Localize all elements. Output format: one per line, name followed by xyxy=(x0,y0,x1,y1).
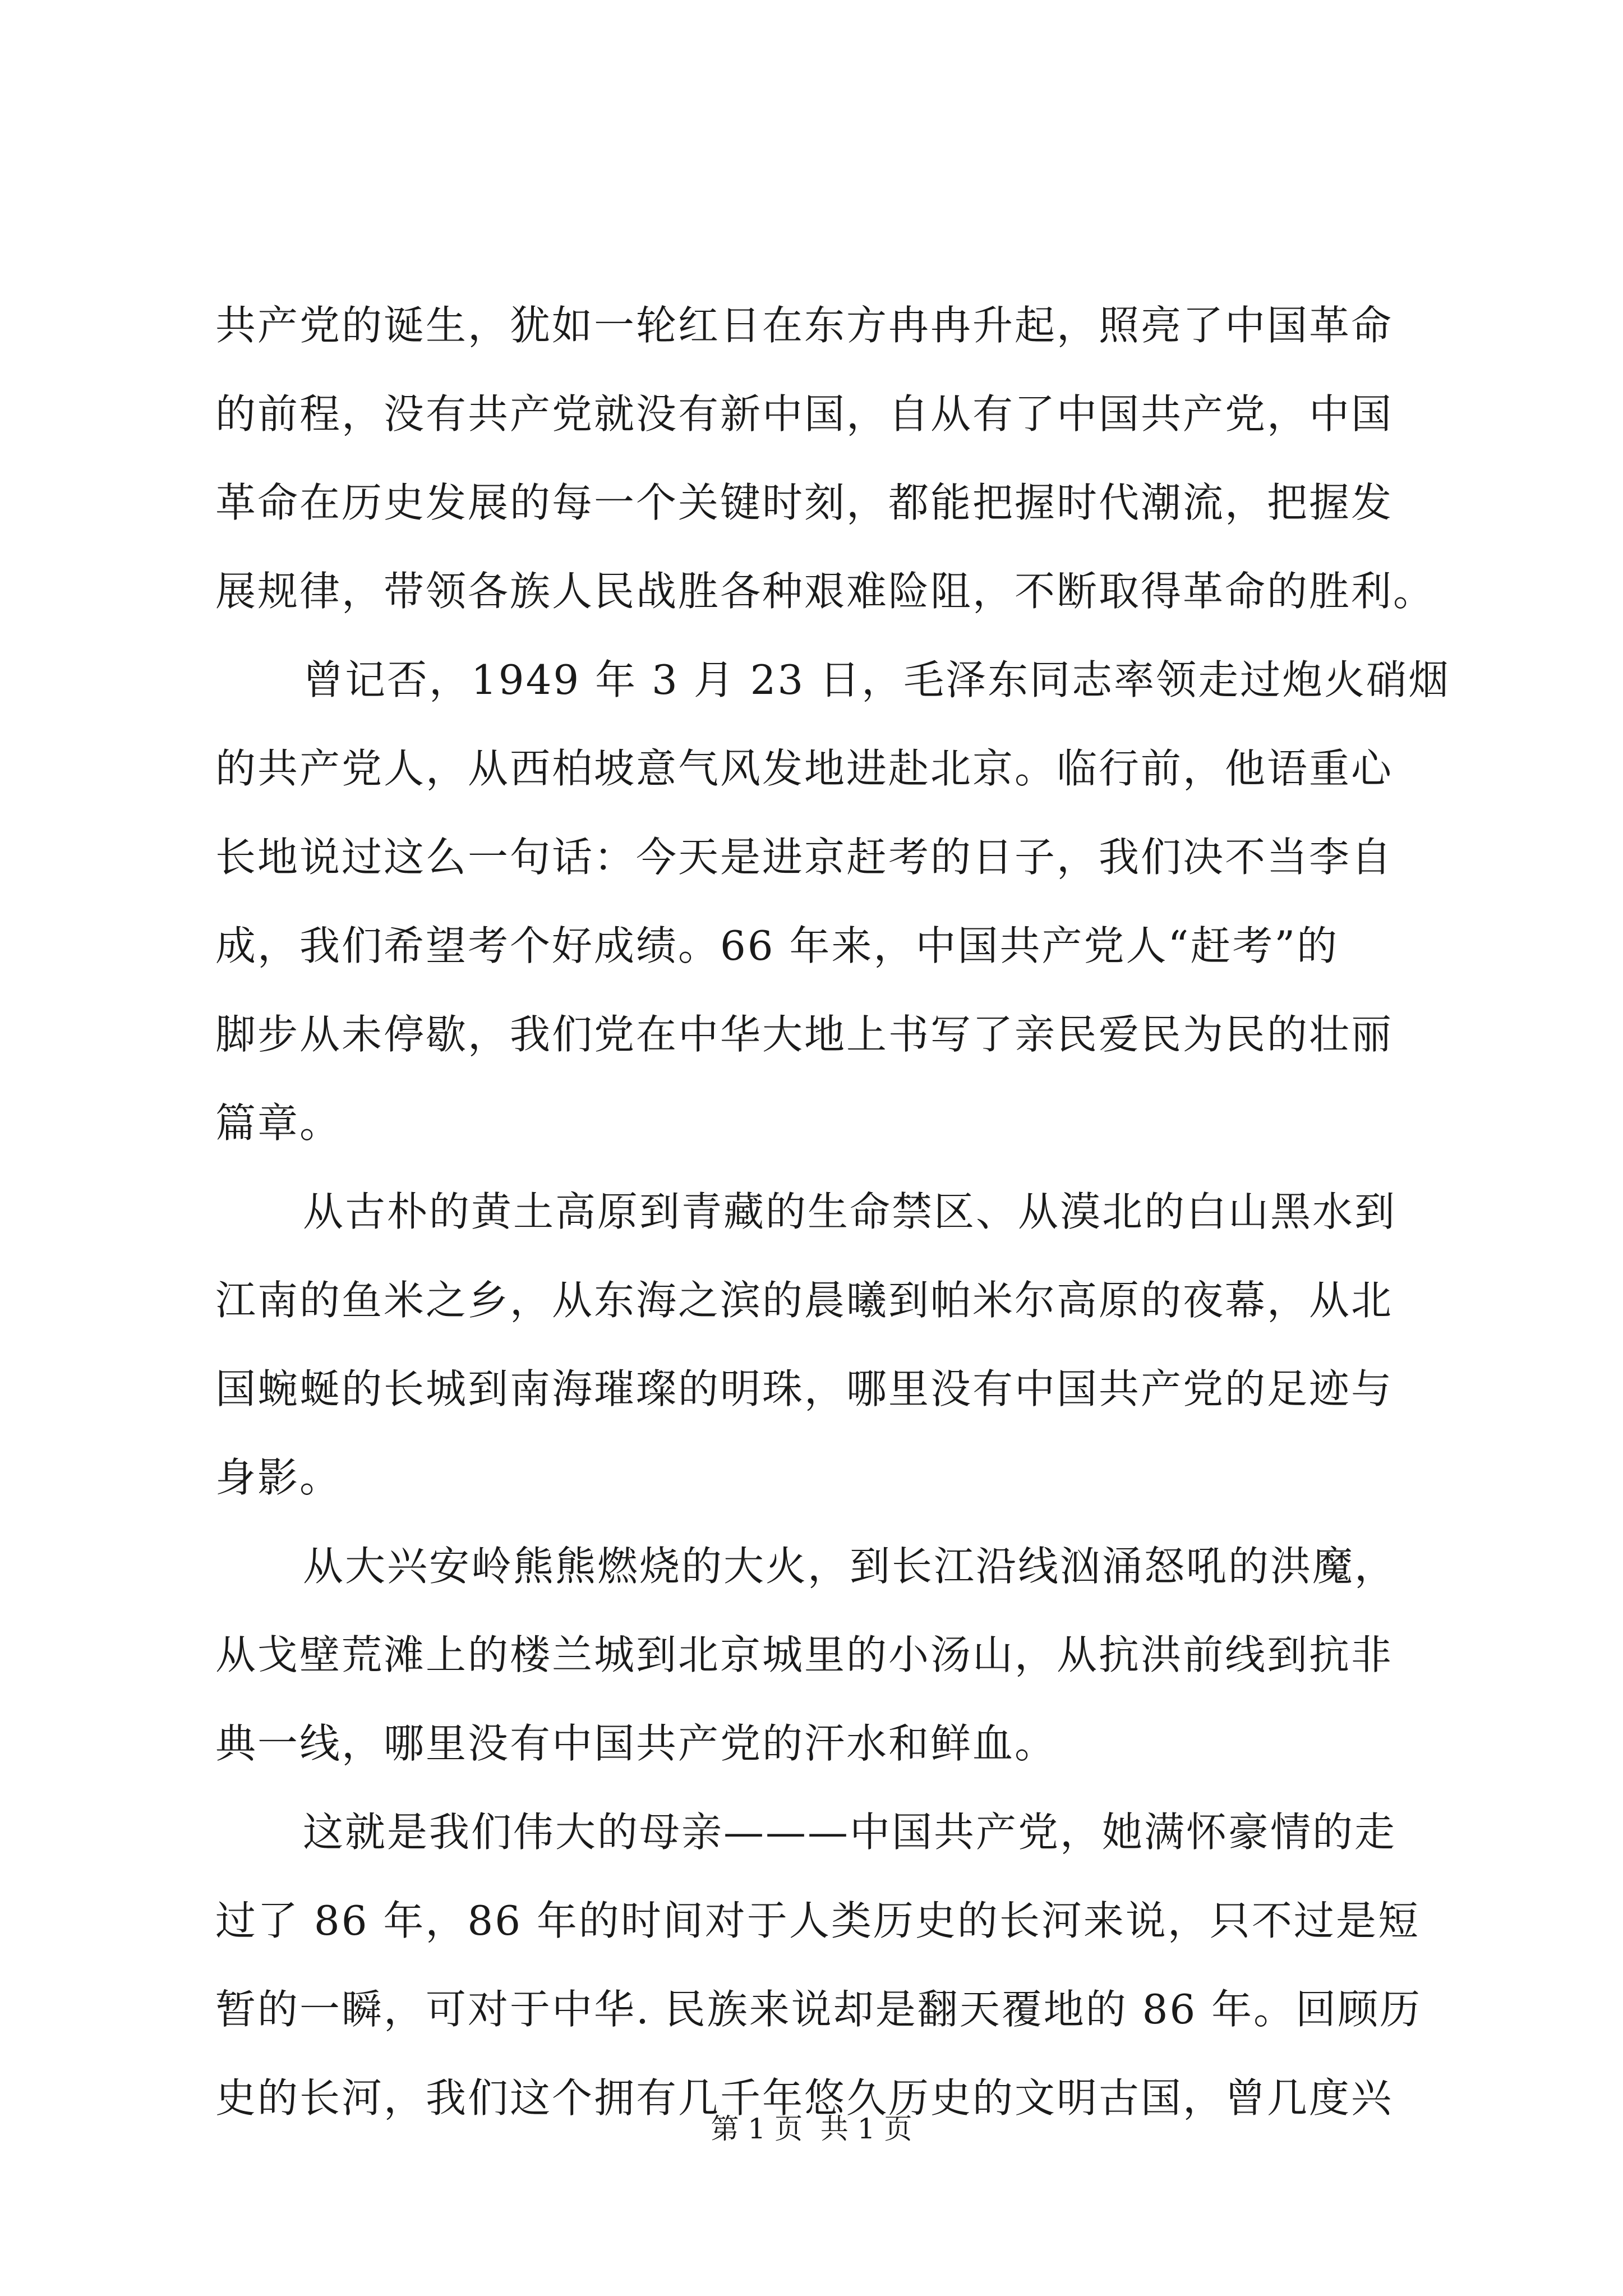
text-line: 共产党的诞生，犹如一轮红日在东方冉冉升起，照亮了中国革命 xyxy=(215,302,1394,349)
text-line: 暂的一瞬，可对于中华. 民族来说却是翻天覆地的 86 年。回顾历 xyxy=(215,1986,1422,2033)
text-line: 革命在历史发展的每一个关键时刻，都能把握时代潮流，把握发 xyxy=(215,479,1394,526)
paragraph-first-line: 从古朴的黄土高原到青藏的生命禁区、从漠北的白山黑水到 xyxy=(303,1188,1397,1235)
text-line: 成，我们希望考个好成绩。66 年来，中国共产党人“赶考”的 xyxy=(215,922,1339,969)
text-line: 脚步从未停歇，我们党在中华大地上书写了亲民爱民为民的壮丽 xyxy=(215,1011,1394,1058)
text-line: 过了 86 年，86 年的时间对于人类历史的长河来说，只不过是短 xyxy=(215,1897,1420,1944)
text-line: 展规律，带领各族人民战胜各种艰难险阻，不断取得革命的胜利。 xyxy=(215,568,1436,615)
text-line: 江南的鱼米之乡，从东海之滨的晨曦到帕米尔高原的夜幕，从北 xyxy=(215,1277,1394,1324)
paragraph-first-line: 曾记否，1949 年 3 月 23 日，毛泽东同志率领走过炮火硝烟 xyxy=(303,656,1451,703)
text-line: 的前程，没有共产党就没有新中国，自从有了中国共产党，中国 xyxy=(215,390,1394,438)
text-line: 国蜿蜒的长城到南海璀璨的明珠，哪里没有中国共产党的足迹与 xyxy=(215,1365,1394,1412)
paragraph-first-line: 从大兴安岭熊熊燃烧的大火，到长江沿线汹涌怒吼的洪魔， xyxy=(303,1543,1397,1590)
page-number: 第 1 页 共 1 页 xyxy=(711,2113,912,2145)
text-line: 身影。 xyxy=(215,1454,342,1501)
page-footer xyxy=(0,2109,1623,2148)
text-line: 史的长河，我们这个拥有几千年悠久历史的文明古国，曾几度兴 xyxy=(215,2074,1394,2122)
text-line: 的共产党人，从西柏坡意气风发地进赴北京。临行前，他语重心 xyxy=(215,745,1394,792)
text-line: 篇章。 xyxy=(215,1099,342,1147)
text-line: 从戈壁荒滩上的楼兰城到北京城里的小汤山，从抗洪前线到抗非 xyxy=(215,1631,1394,1678)
text-line: 典一线，哪里没有中国共产党的汗水和鲜血。 xyxy=(215,1720,1057,1767)
text-line: 长地说过这么一句话：今天是进京赶考的日子，我们决不当李自 xyxy=(215,834,1394,881)
paragraph-first-line: 这就是我们伟大的母亲———中国共产党，她满怀豪情的走 xyxy=(303,1809,1397,1856)
